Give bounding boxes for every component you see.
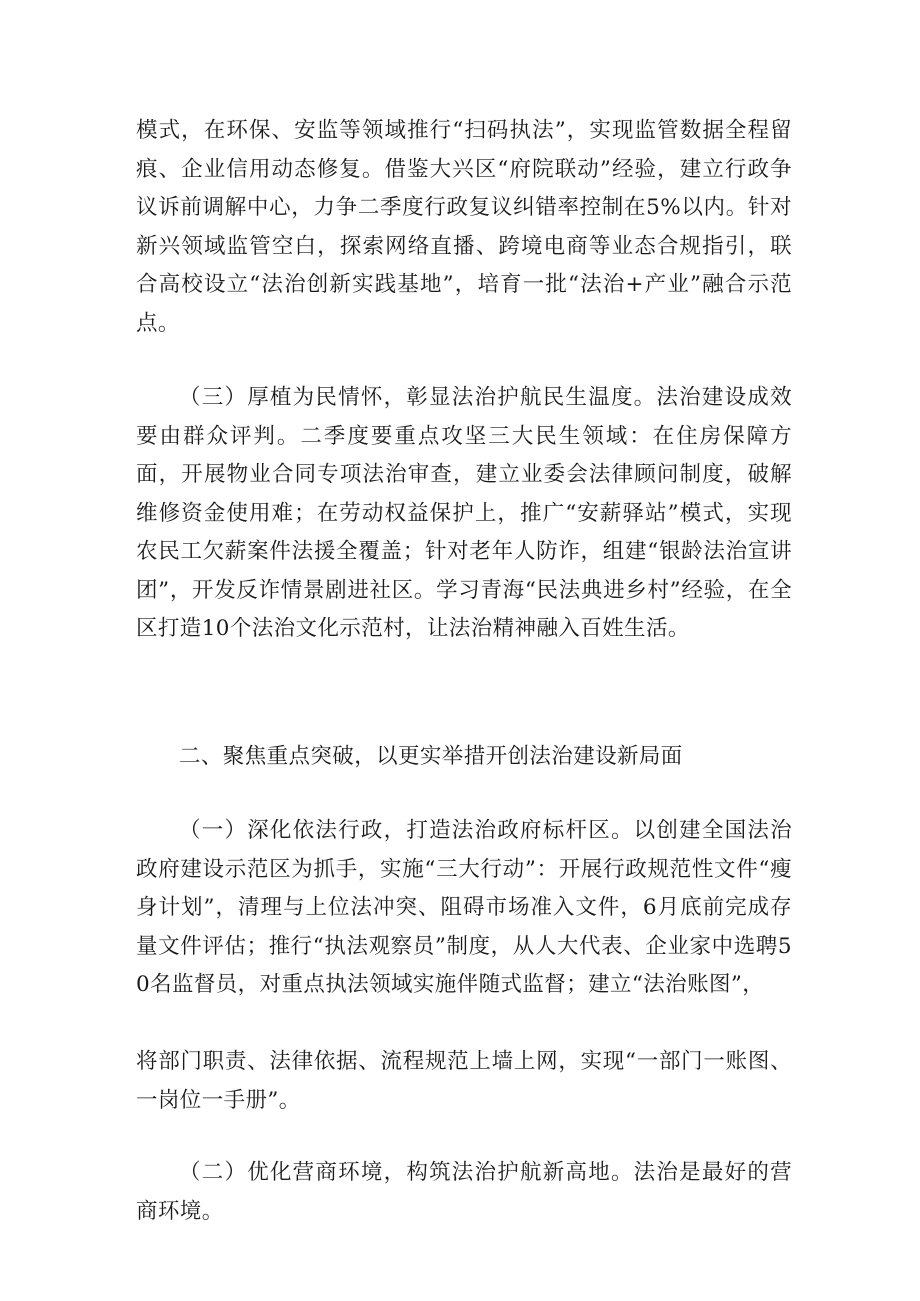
paragraph-subsection-2: （二）优化营商环境，构筑法治护航新高地。法治是最好的营商环境。: [136, 1160, 792, 1224]
paragraph-subsection-1-continued: 将部门职责、法律依据、流程规范上墙上网，实现“一部门一账图、一岗位一手册”。: [136, 1049, 792, 1113]
paragraph-continuation: 模式，在环保、安监等领域推行“扫码执法”，实现监管数据全程留痕、企业信用动态修复。借鉴大兴区“府院联动”经验，建立行政争议诉前调解中心，力争二季度行政复议纠错率控制在5%以内。针对新兴领域监管空白，探索网络直播、跨境电商等业态合规指引，联合高校设立“法治创新实践基地”，培育一批“法治+产业”融合示范点。: [136, 118, 792, 336]
section-heading-2: 二、聚焦重点突破，以更实举措开创法治建设新局面: [179, 744, 683, 769]
paragraph-section-3: （三）厚植为民情怀，彰显法治护航民生温度。法治建设成效要由群众评判。二季度要重点攻坚三大民生领域：在住房保障方面，开展物业合同专项法治审查，建立业委会法律顾问制度，破解维修资金使用难；在劳动权益保护上，推广“安薪驿站”模式，实现农民工欠薪案件法援全覆盖；针对老年人防诈，组建“银龄法治宣讲团”，开发反诈情景剧进社区。学习青海“民法典进乡村”经验，在全区打造10个法治文化示范村，让法治精神融入百姓生活。: [136, 385, 792, 641]
paragraph-subsection-1: （一）深化依法行政，打造法治政府标杆区。以创建全国法治政府建设示范区为抓手，实施“三大行动”：开展行政规范性文件“瘦身计划”，清理与上位法冲突、阻碍市场准入文件，6月底前完成存量文件评估；推行“执法观察员”制度，从人大代表、企业家中选聘50名监督员，对重点执法领域实施伴随式监督；建立“法治账图”，: [136, 818, 792, 997]
